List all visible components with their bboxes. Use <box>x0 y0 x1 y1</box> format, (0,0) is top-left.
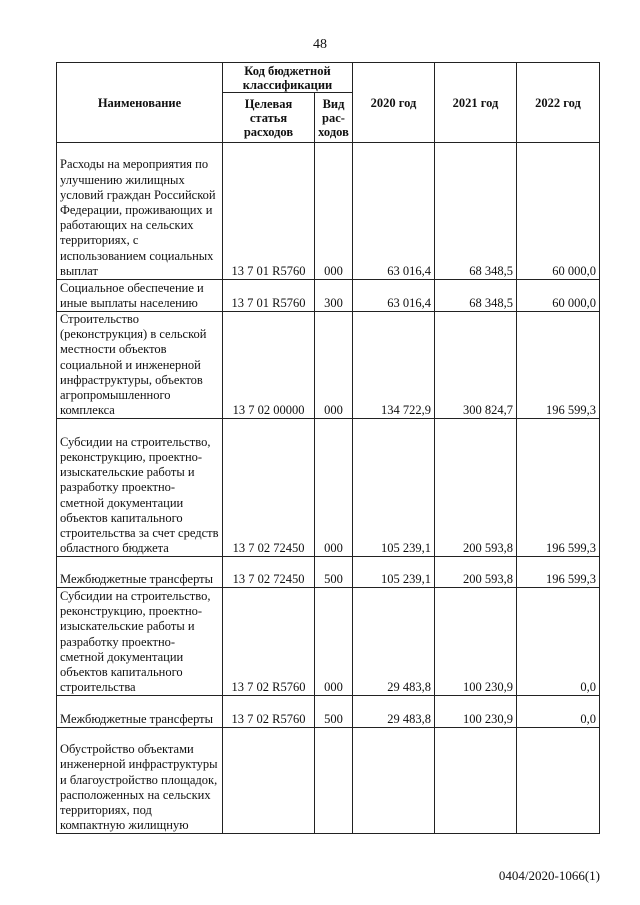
header-expense-type: Вид рас-ходов <box>315 93 353 143</box>
row-2022: 60 000,0 <box>517 280 600 312</box>
row-name: Межбюджетные трансферты <box>57 696 223 728</box>
row-name: Строительство (реконструкция) в сельской местности объектов социальной и инженерной инфраструктуры, объектов агропромышленного комплекса <box>57 312 223 419</box>
row-2020: 105 239,1 <box>353 557 435 588</box>
row-2020: 134 722,9 <box>353 312 435 419</box>
row-2022: 60 000,0 <box>517 143 600 280</box>
row-code <box>223 728 315 834</box>
row-2020 <box>353 728 435 834</box>
header-target-article: Целевая статья расходов <box>223 93 315 143</box>
row-code: 13 7 02 72450 <box>223 419 315 557</box>
row-code: 13 7 02 R5760 <box>223 588 315 696</box>
document-code: 0404/2020-1066(1) <box>498 868 600 883</box>
row-2020: 63 016,4 <box>353 280 435 312</box>
table-row <box>57 588 600 696</box>
row-code: 13 7 02 72450 <box>223 557 315 588</box>
row-vid: 000 <box>315 312 353 419</box>
table-row <box>57 280 600 312</box>
row-code: 13 7 02 R5760 <box>223 696 315 728</box>
row-code: 13 7 01 R5760 <box>223 280 315 312</box>
row-2021 <box>435 728 517 834</box>
row-2020: 29 483,8 <box>353 588 435 696</box>
row-vid: 000 <box>315 143 353 280</box>
table-row <box>57 312 600 419</box>
row-2022 <box>517 728 600 834</box>
table-row <box>57 728 600 834</box>
row-name: Субсидии на строительство, реконструкцию, проектно-изыскательские работы и разработку проектно-сметной документации объектов капитального строительства за счет средств областного бюджета <box>57 419 223 557</box>
row-2020: 29 483,8 <box>353 696 435 728</box>
budget-table <box>56 62 600 834</box>
row-2021: 100 230,9 <box>435 696 517 728</box>
table-row <box>57 557 600 588</box>
header-kbk: Код бюджетной классификации <box>223 63 353 93</box>
row-2021: 68 348,5 <box>435 143 517 280</box>
row-2021: 300 824,7 <box>435 312 517 419</box>
row-2020: 105 239,1 <box>353 419 435 557</box>
row-vid: 000 <box>315 588 353 696</box>
row-2022: 0,0 <box>517 588 600 696</box>
row-code: 13 7 02 00000 <box>223 312 315 419</box>
header-2020: 2020 год <box>353 63 435 143</box>
row-2021: 200 593,8 <box>435 419 517 557</box>
row-name: Социальное обеспечение и иные выплаты населению <box>57 280 223 312</box>
row-vid: 300 <box>315 280 353 312</box>
table-row <box>57 419 600 557</box>
row-name: Субсидии на строительство, реконструкцию, проектно-изыскательские работы и разработку проектно-сметной документации объектов капитального строительства <box>57 588 223 696</box>
row-2022: 196 599,3 <box>517 557 600 588</box>
row-2022: 196 599,3 <box>517 312 600 419</box>
row-name: Обустройство объектами инженерной инфраструктуры и благоустройство площадок, расположенных на сельских территориях, под компактную жилищную <box>57 728 223 834</box>
row-2022: 196 599,3 <box>517 419 600 557</box>
row-2022: 0,0 <box>517 696 600 728</box>
row-code: 13 7 01 R5760 <box>223 143 315 280</box>
row-2020: 63 016,4 <box>353 143 435 280</box>
table-row <box>57 143 600 280</box>
header-name: Наименование <box>57 63 223 143</box>
row-vid: 000 <box>315 419 353 557</box>
table-row <box>57 696 600 728</box>
row-2021: 100 230,9 <box>435 588 517 696</box>
row-vid: 500 <box>315 557 353 588</box>
header-2022: 2022 год <box>517 63 600 143</box>
row-vid: 500 <box>315 696 353 728</box>
row-2021: 68 348,5 <box>435 280 517 312</box>
row-name: Межбюджетные трансферты <box>57 557 223 588</box>
page-number: 48 <box>313 37 327 52</box>
row-2021: 200 593,8 <box>435 557 517 588</box>
header-2021: 2021 год <box>435 63 517 143</box>
row-name: Расходы на мероприятия по улучшению жилищных условий граждан Российской Федерации, проживающих и работающих на сельских территориях, с использованием социальных выплат <box>57 143 223 280</box>
row-vid <box>315 728 353 834</box>
